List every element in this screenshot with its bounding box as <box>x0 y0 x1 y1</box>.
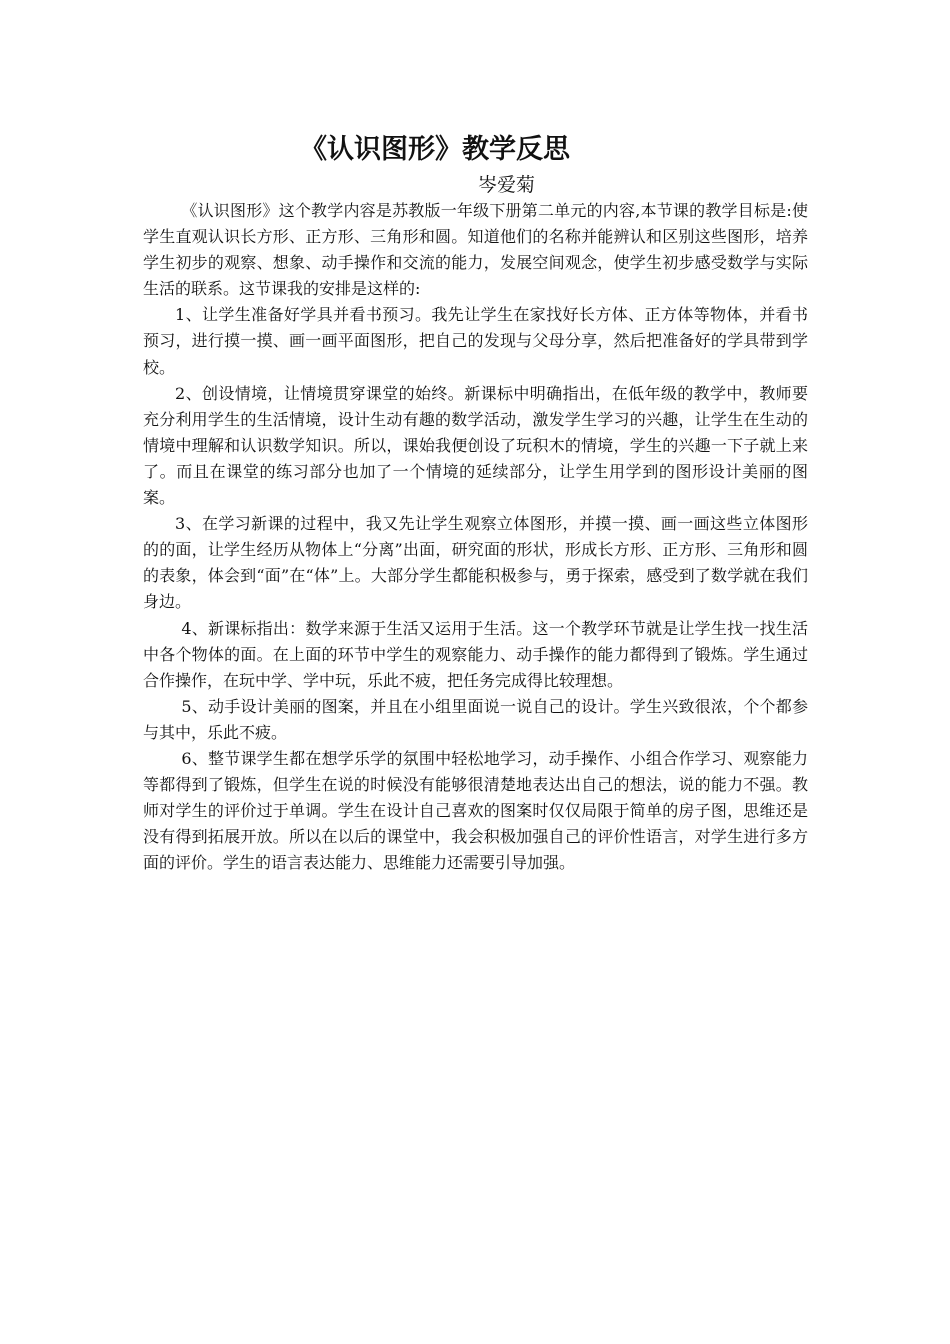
paragraph-item-4: 4、新课标指出：数学来源于生活又运用于生活。这一个教学环节就是让学生找一找生活中各个物体的面。在上面的环节中学生的观察能力、动手操作的能力都得到了锻炼。学生通过合作操作，在玩中学、学中玩，乐此不疲，把任务完成得比较理想。 <box>143 618 808 690</box>
paragraph-item-2: 2、创设情境，让情境贯穿课堂的始终。新课标中明确指出，在低年级的教学中，教师要充分利用学生的生活情境，设计生动有趣的数学活动，激发学生学习的兴趣，让学生在生动的情境中理解和认识数学知识。所以，课始我便创设了玩积木的情境，学生的兴趣一下子就上来了。而且在课堂的练习部分也加了一个情境的延续部分，让学生用学到的图形设计美丽的图案。 <box>143 383 808 508</box>
paragraph-item-1: 1、让学生准备好学具并看书预习。我先让学生在家找好长方体、正方体等物体，并看书预习，进行摸一摸、画一画平面图形，把自己的发现与父母分享，然后把准备好的学具带到学校。 <box>143 305 808 377</box>
paragraph-item-6: 6、整节课学生都在想学乐学的氛围中轻松地学习，动手操作、小组合作学习、观察能力等都得到了锻炼，但学生在说的时候没有能够很清楚地表达出自己的想法，说的能力不强。教师对学生的评价过于单调。学生在设计自己喜欢的图案时仅仅局限于简单的房子图，思维还是没有得到拓展开放。所以在以后的课堂中，我会积极加强自己的评价性语言，对学生进行多方面的评价。学生的语言表达能力、思维能力还需要引导加强。 <box>143 748 808 873</box>
paragraph-intro: 《认识图形》这个教学内容是苏教版一年级下册第二单元的内容,本节课的教学目标是:使学生直观认识长方形、正方形、三角形和圆。知道他们的名称并能辨认和区别这些图形，培养学生初步的观察、想象、动手操作和交流的能力，发展空间观念，使学生初步感受数学与实际生活的联系。这节课我的安排是这样的: <box>143 201 808 299</box>
document-author: 岑爱菊 <box>478 174 536 196</box>
document-body <box>143 198 808 876</box>
paragraph-item-5: 5、动手设计美丽的图案，并且在小组里面说一说自己的设计。学生兴致很浓，个个都参与其中，乐此不疲。 <box>143 696 808 742</box>
paragraph-item-3: 3、在学习新课的过程中，我又先让学生观察立体图形，并摸一摸、画一画这些立体图形的的面，让学生经历从物体上“分离”出面，研究面的形状，形成长方形、正方形、三角形和圆的表象，体会到“面”在“体”上。大部分学生都能积极参与，勇于探索，感受到了数学就在我们身边。 <box>143 514 808 612</box>
document-title: 《认识图形》教学反思 <box>300 134 570 165</box>
